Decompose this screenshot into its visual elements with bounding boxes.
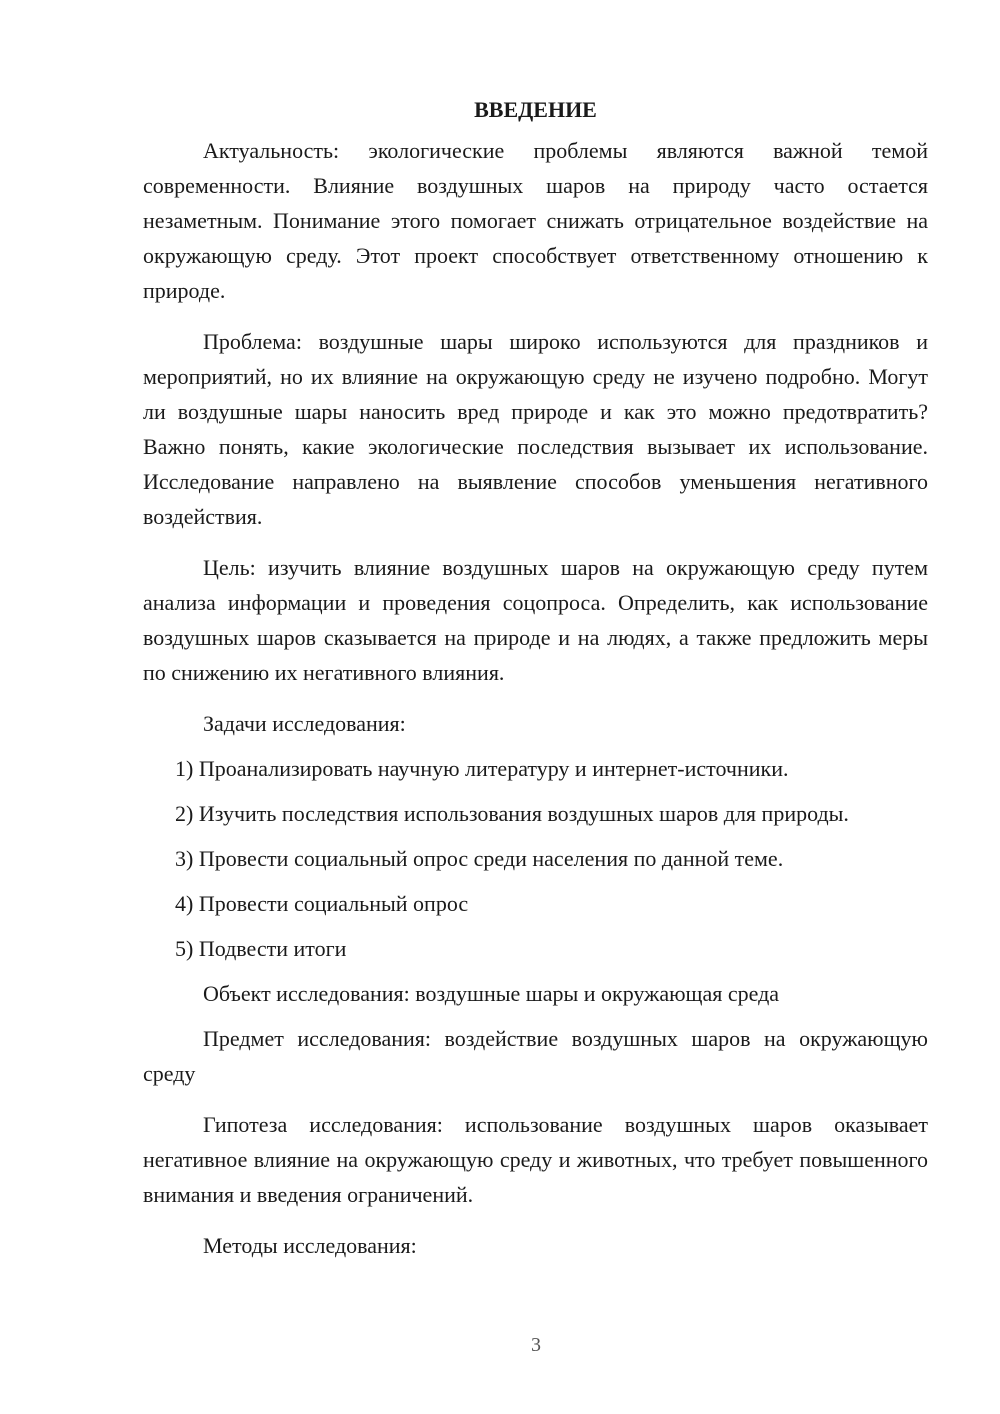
hypothesis-paragraph: Гипотеза исследования: использование воздушных шаров оказывает негативное влияние на окружающую среду и животных, что требует повышенного внимания и введения ограничений. xyxy=(143,1112,928,1207)
object-paragraph: Объект исследования: воздушные шары и окружающая среда xyxy=(203,981,780,1006)
task-item-4: 4) Провести социальный опрос xyxy=(175,891,469,916)
section-title: ВВЕДЕНИЕ xyxy=(474,97,597,122)
document-page xyxy=(143,92,928,1263)
methods-heading: Методы исследования: xyxy=(203,1233,417,1258)
task-item-5: 5) Подвести итоги xyxy=(175,936,347,961)
tasks-heading: Задачи исследования: xyxy=(203,711,406,736)
task-item-3: 3) Провести социальный опрос среди населения по данной теме. xyxy=(175,846,784,871)
task-item-1: 1) Проанализировать научную литературу и интернет-источники. xyxy=(175,756,789,781)
subject-paragraph: Предмет исследования: воздействие воздушных шаров на окружающую среду xyxy=(143,1026,928,1086)
relevance-paragraph: Актуальность: экологические проблемы являются важной темой современности. Влияние воздушных шаров на природу часто остается незаметным. Понимание этого помогает снижать отрицательное воздействие на окружающую среду. Этот проект способствует ответственному отношению к природе. xyxy=(143,138,928,303)
page-number: 3 xyxy=(531,1334,541,1356)
problem-paragraph: Проблема: воздушные шары широко используются для праздников и мероприятий, но их влияние на окружающую среду не изучено подробно. Могут ли воздушные шары наносить вред природе и как это можно предотвратить? Важно понять, какие экологические последствия вызывает их использование. Исследование направлено на выявление способов уменьшения негативного воздействия. xyxy=(143,329,928,529)
task-item-2: 2) Изучить последствия использования воздушных шаров для природы. xyxy=(175,801,849,826)
goal-paragraph: Цель: изучить влияние воздушных шаров на окружающую среду путем анализа информации и проведения соцопроса. Определить, как использование воздушных шаров сказывается на природе и на людях, а также предложить меры по снижению их негативного влияния. xyxy=(143,555,928,685)
